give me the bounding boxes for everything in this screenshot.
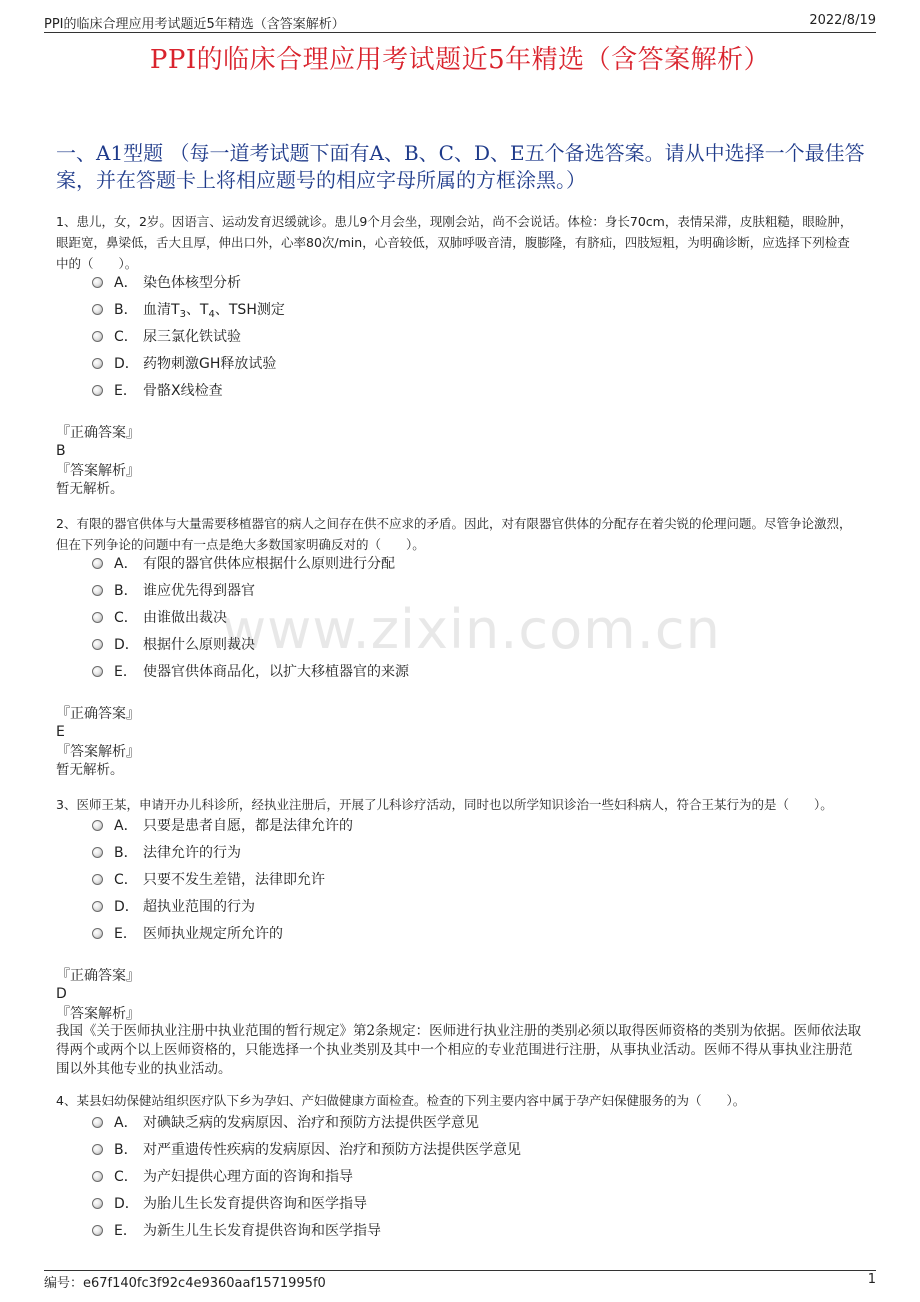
- radio-button-icon[interactable]: [92, 874, 103, 885]
- radio-button-icon[interactable]: [92, 928, 103, 939]
- radio-button-icon[interactable]: [92, 358, 103, 369]
- option-text: 根据什么原则裁决: [143, 637, 255, 653]
- header-doc-title: PPI的临床合理应用考试题近5年精选（含答案解析）: [44, 17, 345, 32]
- correct-answer-label: 『正确答案』: [56, 425, 140, 441]
- radio-button-icon[interactable]: [92, 847, 103, 858]
- option-text: 为胎儿生长发育提供咨询和医学指导: [143, 1196, 367, 1212]
- option-text: 有限的器官供体应根据什么原则进行分配: [143, 556, 395, 572]
- option-letter: A．: [114, 818, 138, 834]
- radio-button-icon[interactable]: [92, 277, 103, 288]
- option-letter: C．: [114, 610, 138, 626]
- option-letter: C．: [114, 872, 138, 888]
- option-text: 超执业范围的行为: [143, 899, 255, 915]
- answer-analysis-label: 『答案解析』: [56, 1006, 140, 1022]
- option-text: 对碘缺乏病的发病原因、治疗和预防方法提供医学意见: [143, 1115, 479, 1131]
- answer-analysis-text: 我国《关于医师执业注册中执业范围的暂行规定》第2条规定：医师进行执业注册的类别必须以取得医师资格的类别为依据。医师依法取得两个或两个以上医师资格的，只能选择一个执业类别及其中一个相应的专业范围进行注册，从事执业活动。医师不得从事执业注册范围以外其他专业的执业活动。: [56, 1023, 862, 1077]
- option-letter: D．: [114, 637, 139, 653]
- answer-analysis-text: 暂无解析。: [56, 762, 124, 778]
- page-header: [44, 12, 876, 33]
- radio-button-icon[interactable]: [92, 558, 103, 569]
- radio-button-icon[interactable]: [92, 1144, 103, 1155]
- answer-analysis-label: 『答案解析』: [56, 744, 140, 760]
- footer-doc-id: 编号：e67f140fc3f92c4e9360aaf1571995f0: [44, 1276, 326, 1291]
- radio-button-icon[interactable]: [92, 331, 103, 342]
- correct-answer-value: E: [56, 724, 65, 740]
- radio-button-icon[interactable]: [92, 385, 103, 396]
- question-stem: 2、有限的器官供体与大量需要移植器官的病人之间存在供不应求的矛盾。因此，对有限器官供体的分配存在着尖锐的伦理问题。尽管争论激烈，但在下列争论的问题中有一点是绝大多数国家明确反对的（ ）。: [56, 516, 852, 552]
- question-stem: 3、医师王某，申请开办儿科诊所，经执业注册后，开展了儿科诊疗活动，同时也以所学知识诊治一些妇科病人，符合王某行为的是（ ）。: [56, 797, 833, 812]
- watermark: www.zixin.com.cn: [222, 598, 721, 661]
- radio-button-icon[interactable]: [92, 304, 103, 315]
- option-text: 骨骼X线检查: [143, 383, 223, 399]
- option-letter: D．: [114, 1196, 139, 1212]
- option-text: [143, 298, 285, 322]
- radio-button-icon[interactable]: [92, 612, 103, 623]
- option-text-part: 血清T: [143, 302, 180, 318]
- header-date: 2022/8/19: [809, 13, 876, 28]
- option-text: 药物刺激GH释放试验: [143, 356, 277, 372]
- option-text: 使器官供体商品化，以扩大移植器官的来源: [143, 664, 409, 680]
- page-title: PPI的临床合理应用考试题近5年精选（含答案解析）: [149, 45, 771, 75]
- option-text: 尿三氯化铁试验: [143, 329, 241, 345]
- option-text: 对严重遗传性疾病的发病原因、治疗和预防方法提供医学意见: [143, 1142, 521, 1158]
- option-letter: B．: [114, 845, 138, 861]
- radio-button-icon[interactable]: [92, 820, 103, 831]
- page-number: 1: [867, 1272, 876, 1287]
- option-text: 只要是患者自愿，都是法律允许的: [143, 818, 353, 834]
- subscript: 4: [208, 309, 215, 320]
- option-text: 医师执业规定所允许的: [143, 926, 283, 942]
- radio-button-icon[interactable]: [92, 585, 103, 596]
- option-letter: C．: [114, 1169, 138, 1185]
- page-footer: [44, 1270, 876, 1291]
- radio-button-icon[interactable]: [92, 1225, 103, 1236]
- option-letter: B．: [114, 1142, 138, 1158]
- radio-button-icon[interactable]: [92, 1117, 103, 1128]
- option-letter: D．: [114, 899, 139, 915]
- option-letter: E．: [114, 1223, 137, 1239]
- option-letter: B．: [114, 302, 138, 318]
- option-letter: C．: [114, 329, 138, 345]
- option-letter: B．: [114, 583, 138, 599]
- option-text: 由谁做出裁决: [143, 610, 227, 626]
- section-heading: 一、A1型题 （每一道考试题下面有A、B、C、D、E五个备选答案。请从中选择一个最佳答案，并在答题卡上将相应题号的相应字母所属的方框涂黑。）: [56, 141, 865, 192]
- option-letter: A．: [114, 556, 138, 572]
- answer-analysis-label: 『答案解析』: [56, 463, 140, 479]
- correct-answer-label: 『正确答案』: [56, 706, 140, 722]
- answer-analysis-text: 暂无解析。: [56, 481, 124, 497]
- radio-button-icon[interactable]: [92, 901, 103, 912]
- option-letter: E．: [114, 926, 137, 942]
- option-text: 法律允许的行为: [143, 845, 241, 861]
- option-text: 为产妇提供心理方面的咨询和指导: [143, 1169, 353, 1185]
- option-letter: D．: [114, 356, 139, 372]
- question-stem: 1、患儿，女，2岁。因语言、运动发育迟缓就诊。患儿9个月会坐，现刚会站，尚不会说话。体检：身长70cm，表情呆滞，皮肤粗糙，眼睑肿，眼距宽，鼻梁低，舌大且厚，伸出口外，心率80次/min，心音较低，双肺呼吸音清，腹膨隆，有脐疝，四肢短粗，为明确诊断，应选择下列检查中的（ ）。: [56, 214, 853, 271]
- option-letter: E．: [114, 383, 137, 399]
- option-text-part: 、TSH测定: [214, 302, 285, 318]
- option-text: 为新生儿生长发育提供咨询和医学指导: [143, 1223, 381, 1239]
- correct-answer-value: B: [56, 443, 66, 459]
- option-text-part: 、T: [185, 302, 209, 318]
- question-stem: 4、某县妇幼保健站组织医疗队下乡为孕妇、产妇做健康方面检查。检查的下列主要内容中属于孕产妇保健服务的为（ ）。: [56, 1093, 746, 1108]
- option-letter: A．: [114, 275, 138, 291]
- option-text: 只要不发生差错，法律即允许: [143, 872, 325, 888]
- radio-button-icon[interactable]: [92, 639, 103, 650]
- option-text: 谁应优先得到器官: [143, 583, 255, 599]
- subscript: 3: [179, 309, 186, 320]
- option-text: 染色体核型分析: [143, 275, 241, 291]
- option-letter: E．: [114, 664, 137, 680]
- option-letter: A．: [114, 1115, 138, 1131]
- correct-answer-value: D: [56, 986, 67, 1002]
- correct-answer-label: 『正确答案』: [56, 968, 140, 984]
- radio-button-icon[interactable]: [92, 666, 103, 677]
- radio-button-icon[interactable]: [92, 1198, 103, 1209]
- radio-button-icon[interactable]: [92, 1171, 103, 1182]
